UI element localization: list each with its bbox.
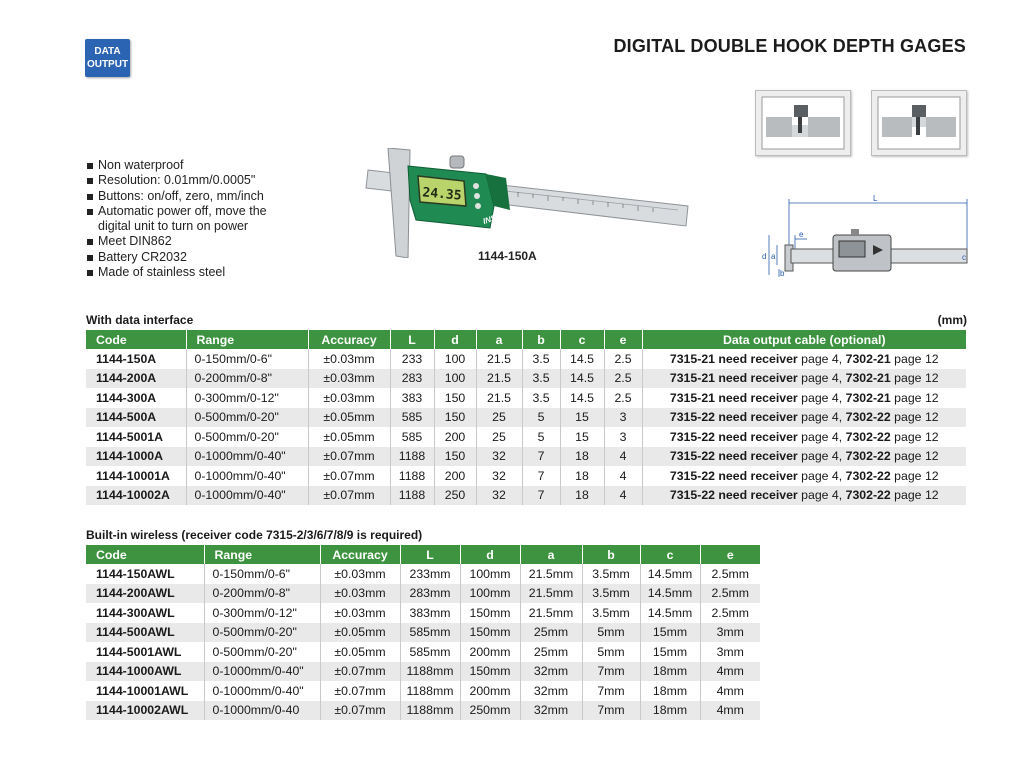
cell-e: 4mm [700, 662, 760, 682]
cell-L: 1188mm [400, 681, 460, 701]
cell-c: 15mm [640, 642, 700, 662]
cell-e: 4 [604, 447, 642, 467]
cell-e: 3 [604, 408, 642, 428]
cell-L: 233 [390, 349, 434, 369]
cell-acc: ±0.05mm [320, 623, 400, 643]
table-row [86, 642, 760, 662]
cell-d: 150 [434, 447, 476, 467]
cell-d: 250 [434, 486, 476, 506]
table-row [86, 408, 966, 428]
column-header: e [700, 545, 760, 564]
usage-picture-1 [755, 90, 851, 156]
cell-L: 585mm [400, 642, 460, 662]
cell-range: 0-500mm/0-20" [186, 408, 308, 428]
cell-L: 585 [390, 408, 434, 428]
cell-e: 3mm [700, 623, 760, 643]
cable-part: page 4, [797, 371, 846, 386]
cell-c: 15 [560, 408, 604, 428]
dim-label-e: e [799, 230, 804, 239]
cell-a: 32 [476, 447, 522, 467]
cell-a: 32 [476, 486, 522, 506]
cell-a: 21.5mm [520, 603, 582, 623]
cell-c: 18mm [640, 662, 700, 682]
table-row [86, 447, 966, 467]
cell-d: 200mm [460, 681, 520, 701]
cell-range: 0-1000mm/0-40" [186, 486, 308, 506]
cell-e: 4 [604, 486, 642, 506]
usage-picture-2 [871, 90, 967, 156]
cell-cable [642, 466, 966, 486]
cable-part: 7302-22 [845, 449, 891, 464]
cell-range: 0-300mm/0-12" [186, 388, 308, 408]
cell-a: 21.5 [476, 369, 522, 389]
cell-e: 2.5 [604, 349, 642, 369]
table1-title: With data interface [86, 313, 194, 327]
data-output-badge [85, 39, 130, 77]
table-row [86, 662, 760, 682]
cell-d: 100mm [460, 564, 520, 584]
cell-cable [642, 388, 966, 408]
cell-acc: ±0.05mm [308, 427, 390, 447]
cell-L: 1188mm [400, 701, 460, 721]
cell-a: 21.5 [476, 388, 522, 408]
cell-range: 0-1000mm/0-40" [204, 681, 320, 701]
table-row [86, 603, 760, 623]
cable-part: page 4, [797, 488, 846, 503]
dim-label-a: a [771, 252, 776, 261]
cell-code: 1144-150AWL [86, 564, 204, 584]
cell-range: 0-500mm/0-20" [204, 623, 320, 643]
cell-code: 1144-150A [86, 349, 186, 369]
cell-range: 0-1000mm/0-40" [186, 447, 308, 467]
cell-acc: ±0.05mm [308, 408, 390, 428]
cell-cable [642, 349, 966, 369]
cell-acc: ±0.07mm [320, 662, 400, 682]
cell-d: 150 [434, 408, 476, 428]
cell-range: 0-1000mm/0-40" [204, 662, 320, 682]
unit-button-icon [475, 203, 481, 209]
cell-code: 1144-5001A [86, 427, 186, 447]
cell-acc: ±0.03mm [308, 349, 390, 369]
cable-part: page 4, [797, 449, 846, 464]
column-header: d [460, 545, 520, 564]
cell-a: 32mm [520, 662, 582, 682]
cell-e: 4 [604, 466, 642, 486]
cell-b: 7 [522, 486, 560, 506]
zero-button-icon [474, 193, 480, 199]
cell-b: 5 [522, 427, 560, 447]
cell-e: 3mm [700, 642, 760, 662]
table-row [86, 681, 760, 701]
feature-item: Made of stainless steel [86, 265, 288, 280]
table-row [86, 623, 760, 643]
cell-c: 15 [560, 427, 604, 447]
cell-range: 0-200mm/0-8" [204, 584, 320, 604]
column-header: e [604, 330, 642, 349]
column-header: Range [204, 545, 320, 564]
table-row [86, 427, 966, 447]
cell-code: 1144-500AWL [86, 623, 204, 643]
column-header: b [522, 330, 560, 349]
cell-e: 2.5 [604, 369, 642, 389]
cell-acc: ±0.07mm [308, 486, 390, 506]
cell-b: 5mm [582, 623, 640, 643]
cell-cable [642, 447, 966, 467]
cable-part: page 12 [890, 410, 939, 425]
cell-L: 1188 [390, 486, 434, 506]
cable-part: page 12 [890, 371, 939, 386]
cell-L: 233mm [400, 564, 460, 584]
cell-acc: ±0.03mm [320, 603, 400, 623]
cell-d: 100mm [460, 584, 520, 604]
cell-L: 283mm [400, 584, 460, 604]
cable-part: 7315-21 need receiver [669, 351, 798, 366]
cell-code: 1144-200A [86, 369, 186, 389]
table2-header-row [86, 545, 760, 564]
cell-code: 1144-300AWL [86, 603, 204, 623]
cell-code: 1144-200AWL [86, 584, 204, 604]
cell-b: 3.5 [522, 388, 560, 408]
table-row [86, 584, 760, 604]
cell-c: 18mm [640, 701, 700, 721]
cell-range: 0-300mm/0-12" [204, 603, 320, 623]
badge-line-1: DATA [94, 46, 121, 57]
cell-b: 3.5mm [582, 603, 640, 623]
cell-code: 1144-10002A [86, 486, 186, 506]
cell-range: 0-1000mm/0-40" [186, 466, 308, 486]
cable-part: 7315-22 need receiver [669, 429, 798, 444]
table-row [86, 466, 966, 486]
cell-a: 25 [476, 427, 522, 447]
badge-line-2: OUTPUT [86, 59, 129, 70]
cell-a: 32 [476, 466, 522, 486]
column-header: Code [86, 330, 186, 349]
cable-part: 7302-22 [845, 468, 891, 483]
cell-e: 2.5mm [700, 564, 760, 584]
cell-c: 15mm [640, 623, 700, 643]
cell-c: 14.5 [560, 369, 604, 389]
cell-range: 0-500mm/0-20" [186, 427, 308, 447]
cell-cable [642, 408, 966, 428]
cell-a: 25mm [520, 642, 582, 662]
cell-b: 7mm [582, 681, 640, 701]
cell-c: 18 [560, 486, 604, 506]
cable-part: page 12 [890, 488, 939, 503]
cell-acc: ±0.05mm [320, 642, 400, 662]
cable-part: page 12 [890, 429, 939, 444]
cell-cable [642, 427, 966, 447]
cell-d: 150 [434, 388, 476, 408]
cell-code: 1144-1000A [86, 447, 186, 467]
table-row [86, 369, 966, 389]
cell-c: 18 [560, 466, 604, 486]
cell-a: 21.5mm [520, 584, 582, 604]
cable-part: 7315-22 need receiver [669, 468, 798, 483]
cell-L: 283 [390, 369, 434, 389]
usage-1-icon [756, 91, 850, 155]
cell-a: 25 [476, 408, 522, 428]
cell-c: 14.5mm [640, 564, 700, 584]
feature-item: Meet DIN862 [86, 234, 288, 249]
cell-range: 0-200mm/0-8" [186, 369, 308, 389]
dim-label-b: b [780, 269, 785, 278]
cable-part: 7302-21 [845, 371, 891, 386]
table-row [86, 564, 760, 584]
dim-label-c: c [962, 253, 966, 262]
lcd-reading: 24.35 [421, 185, 463, 204]
column-header: Data output cable (optional) [642, 330, 966, 349]
cell-acc: ±0.07mm [308, 466, 390, 486]
cell-e: 4mm [700, 681, 760, 701]
cable-part: page 4, [797, 468, 846, 483]
feature-list [86, 158, 288, 280]
cell-cable [642, 486, 966, 506]
data-interface-table [86, 330, 966, 505]
cell-acc: ±0.03mm [308, 369, 390, 389]
cell-code: 1144-500A [86, 408, 186, 428]
depth-gage-illustration [358, 148, 698, 258]
feature-item: Battery CR2032 [86, 250, 288, 265]
cell-d: 250mm [460, 701, 520, 721]
cell-code: 1144-1000AWL [86, 662, 204, 682]
cell-L: 585 [390, 427, 434, 447]
dim-label-L: L [873, 194, 878, 203]
wireless-table [86, 545, 760, 720]
column-header: c [640, 545, 700, 564]
cell-c: 14.5mm [640, 603, 700, 623]
cell-e: 2.5mm [700, 603, 760, 623]
cell-L: 1188 [390, 447, 434, 467]
cable-part: 7315-21 need receiver [669, 390, 798, 405]
cell-d: 150mm [460, 623, 520, 643]
table-row [86, 349, 966, 369]
cell-a: 25mm [520, 623, 582, 643]
cell-code: 1144-10001A [86, 466, 186, 486]
column-header: a [476, 330, 522, 349]
cable-part: page 12 [890, 468, 939, 483]
cell-d: 200 [434, 427, 476, 447]
column-header: Accuracy [320, 545, 400, 564]
cell-range: 0-1000mm/0-40 [204, 701, 320, 721]
cell-code: 1144-10002AWL [86, 701, 204, 721]
cable-part: page 4, [797, 429, 846, 444]
table-row [86, 388, 966, 408]
cable-part: 7302-22 [845, 488, 891, 503]
cable-part: 7315-22 need receiver [669, 410, 798, 425]
unit-label: (mm) [937, 313, 967, 327]
cable-part: 7315-22 need receiver [669, 488, 798, 503]
cell-L: 1188 [390, 466, 434, 486]
column-header: L [400, 545, 460, 564]
cell-a: 32mm [520, 681, 582, 701]
cell-acc: ±0.07mm [320, 701, 400, 721]
cell-a: 21.5 [476, 349, 522, 369]
cell-cable [642, 369, 966, 389]
cell-b: 7mm [582, 701, 640, 721]
cable-part: 7302-21 [845, 390, 891, 405]
cell-range: 0-150mm/0-6" [186, 349, 308, 369]
cell-code: 1144-5001AWL [86, 642, 204, 662]
cell-c: 14.5mm [640, 584, 700, 604]
cell-b: 7 [522, 447, 560, 467]
cell-c: 18mm [640, 681, 700, 701]
cell-d: 150mm [460, 603, 520, 623]
cell-b: 7mm [582, 662, 640, 682]
cell-d: 200 [434, 466, 476, 486]
cable-part: page 4, [797, 390, 846, 405]
cable-part: page 12 [890, 351, 939, 366]
cable-part: page 12 [890, 449, 939, 464]
dimension-diagram [755, 193, 970, 298]
cell-acc: ±0.03mm [320, 584, 400, 604]
feature-item: Buttons: on/off, zero, mm/inch [86, 189, 288, 204]
cable-part: page 4, [797, 351, 846, 366]
cell-b: 3.5 [522, 349, 560, 369]
column-header: Range [186, 330, 308, 349]
cable-part: 7302-22 [845, 410, 891, 425]
cell-acc: ±0.03mm [320, 564, 400, 584]
cell-a: 21.5mm [520, 564, 582, 584]
cell-L: 383 [390, 388, 434, 408]
cell-L: 585mm [400, 623, 460, 643]
feature-item: Automatic power off, move the digital unit to turn on power [86, 204, 288, 235]
cell-e: 4mm [700, 701, 760, 721]
cell-b: 3.5mm [582, 584, 640, 604]
cell-code: 1144-10001AWL [86, 681, 204, 701]
column-header: b [582, 545, 640, 564]
column-header: L [390, 330, 434, 349]
table-row [86, 486, 966, 506]
cell-b: 7 [522, 466, 560, 486]
cell-acc: ±0.07mm [308, 447, 390, 467]
cell-code: 1144-300A [86, 388, 186, 408]
product-model-caption: 1144-150A [478, 249, 537, 263]
cell-a: 32mm [520, 701, 582, 721]
column-header: a [520, 545, 582, 564]
cell-e: 2.5 [604, 388, 642, 408]
column-header: d [434, 330, 476, 349]
cable-part: 7302-21 [845, 351, 891, 366]
feature-item: Resolution: 0.01mm/0.0005" [86, 173, 288, 188]
cable-part: page 12 [890, 390, 939, 405]
cell-d: 100 [434, 349, 476, 369]
cable-part: 7315-21 need receiver [669, 371, 798, 386]
cell-c: 18 [560, 447, 604, 467]
cell-b: 3.5mm [582, 564, 640, 584]
page-title: DIGITAL DOUBLE HOOK DEPTH GAGES [613, 36, 966, 56]
feature-item: Non waterproof [86, 158, 288, 173]
cable-part: page 4, [797, 410, 846, 425]
cell-d: 200mm [460, 642, 520, 662]
column-header: Accuracy [308, 330, 390, 349]
cell-range: 0-150mm/0-6" [204, 564, 320, 584]
cell-d: 100 [434, 369, 476, 389]
column-header: c [560, 330, 604, 349]
table1-header-row [86, 330, 966, 349]
cell-b: 3.5 [522, 369, 560, 389]
table2-title: Built-in wireless (receiver code 7315-2/3/6/7/8/9 is required) [86, 528, 423, 542]
brand-logo: INSIZE [481, 209, 510, 226]
cell-d: 150mm [460, 662, 520, 682]
cable-part: 7302-22 [845, 429, 891, 444]
cell-range: 0-500mm/0-20" [204, 642, 320, 662]
cell-c: 14.5 [560, 349, 604, 369]
cell-b: 5mm [582, 642, 640, 662]
cable-part: 7315-22 need receiver [669, 449, 798, 464]
usage-2-icon [872, 91, 966, 155]
cell-e: 2.5mm [700, 584, 760, 604]
power-button-icon [473, 183, 479, 189]
dim-label-d: d [762, 252, 767, 261]
cell-acc: ±0.07mm [320, 681, 400, 701]
table-row [86, 701, 760, 721]
cell-c: 14.5 [560, 388, 604, 408]
column-header: Code [86, 545, 204, 564]
cell-e: 3 [604, 427, 642, 447]
cell-L: 1188mm [400, 662, 460, 682]
cell-L: 383mm [400, 603, 460, 623]
cell-acc: ±0.03mm [308, 388, 390, 408]
cell-b: 5 [522, 408, 560, 428]
